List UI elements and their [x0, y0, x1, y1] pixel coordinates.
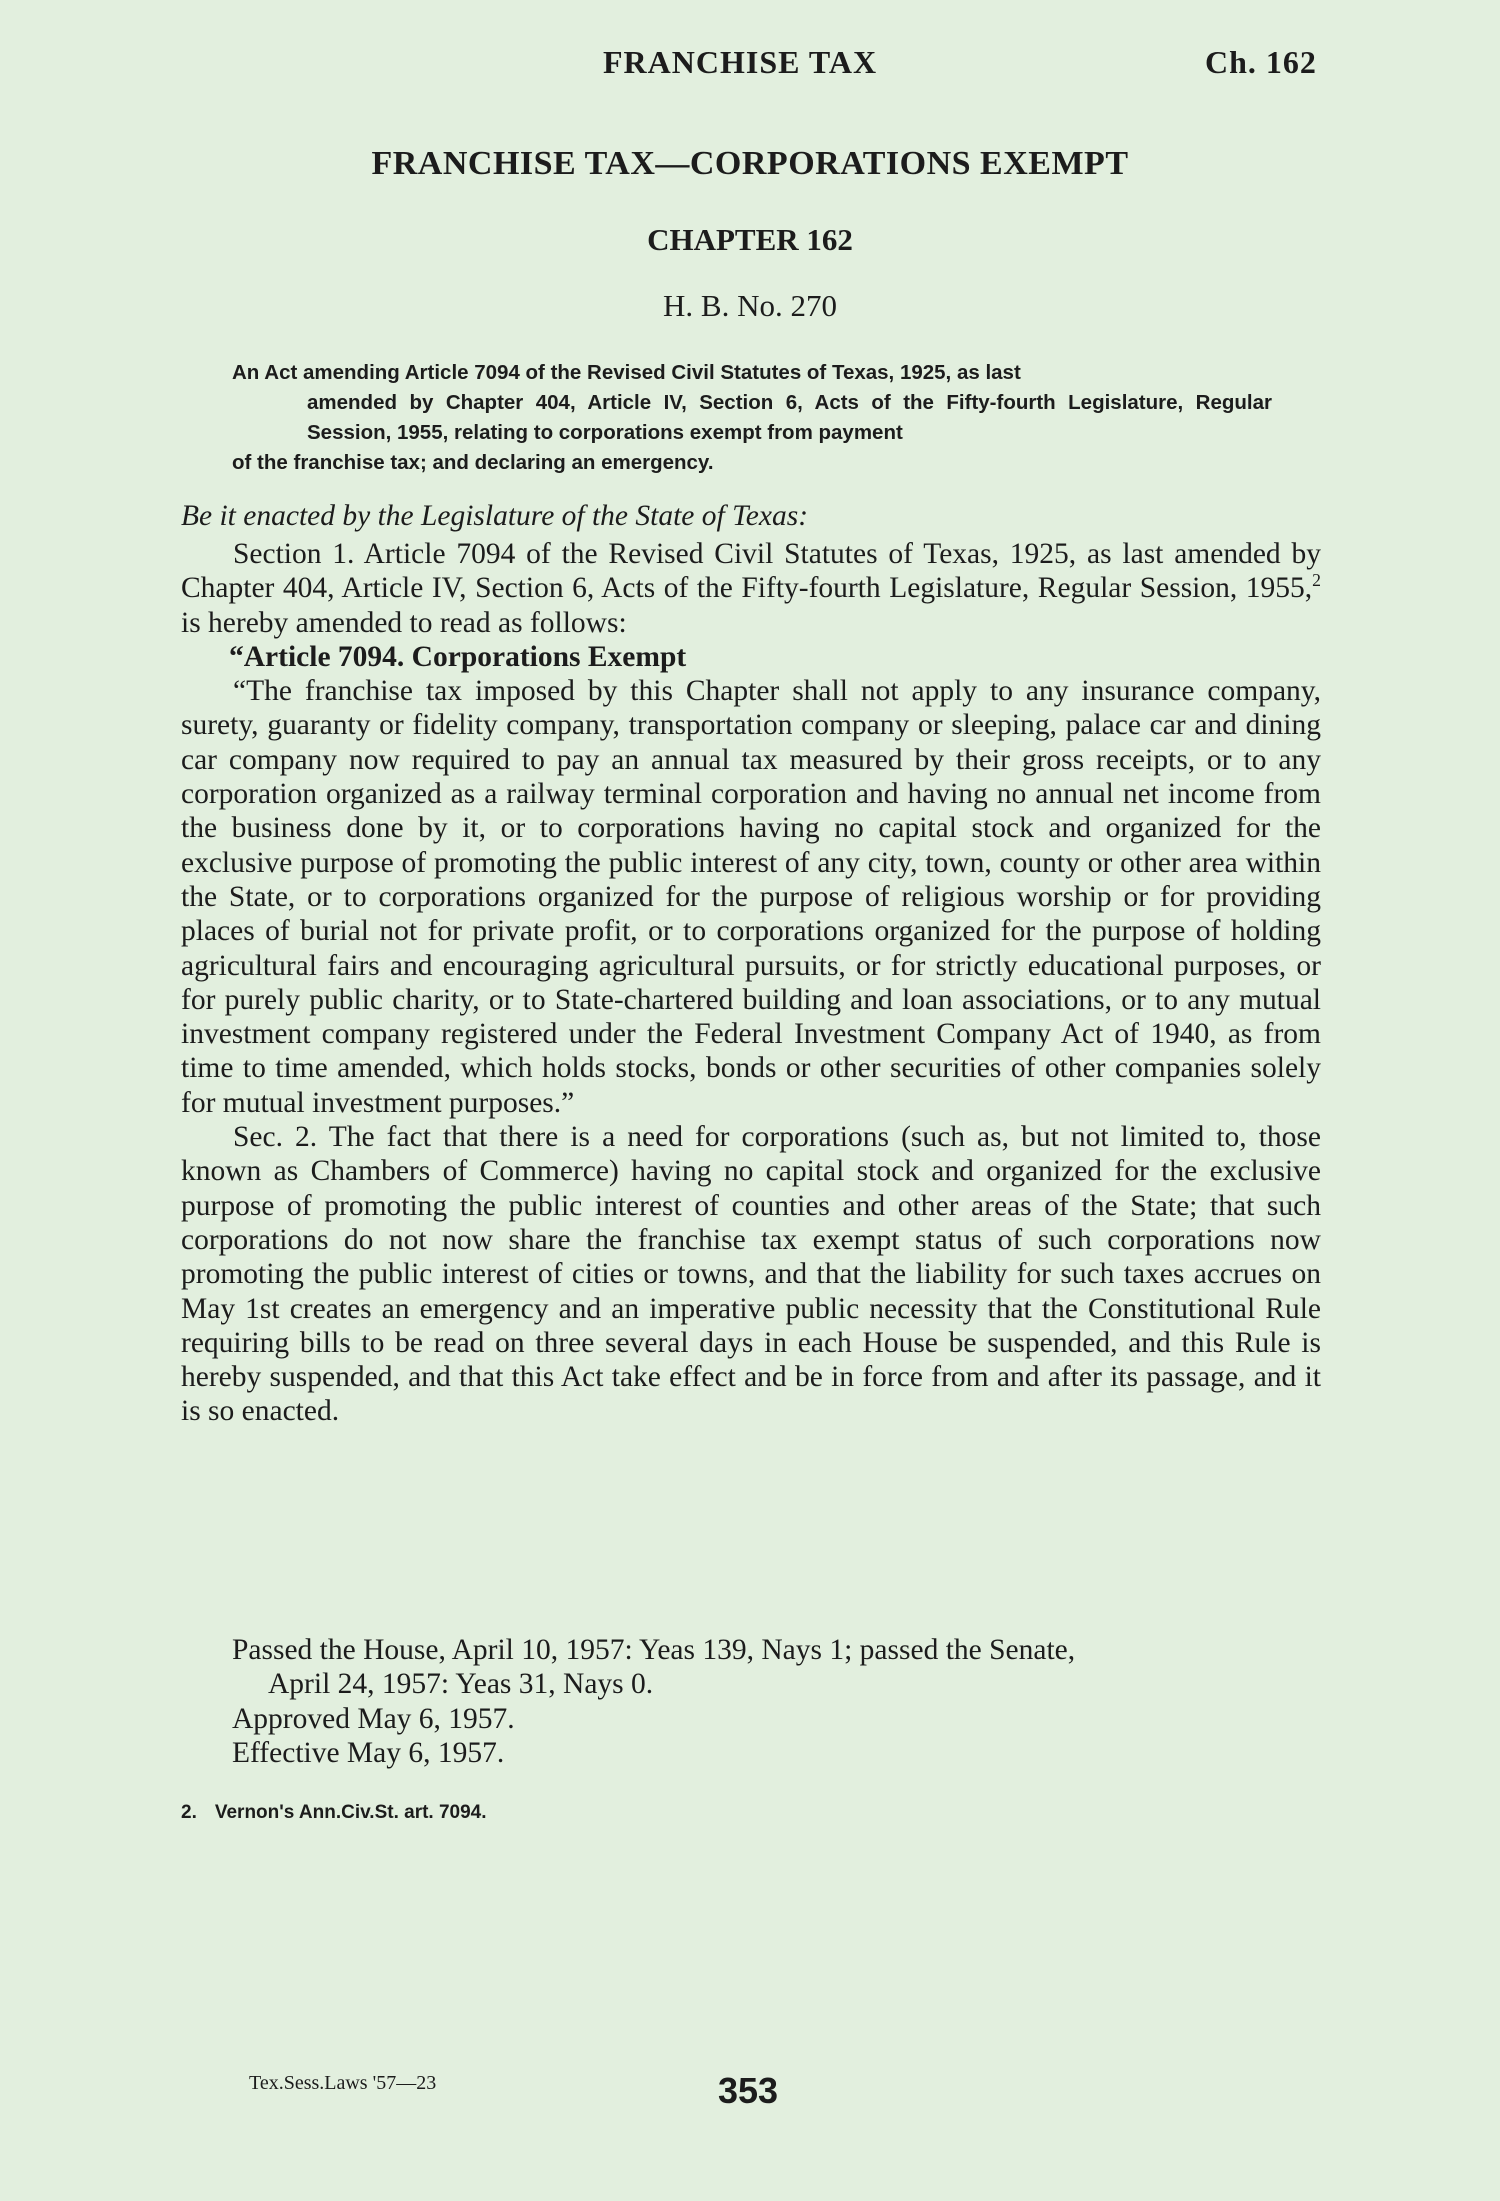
legislative-history — [232, 1633, 1075, 1770]
section-2: Sec. 2. The fact that there is a need for corporations (such as, but not limited to, those known as Chambers of Commerce) having no capital stock and organized for the exclusive purpose of promoting the public interest of counties and other areas of the State; that such corporations do not now share the franchise tax exempt status of such corporations now promoting the public interest of cities or towns, and that the liability for such taxes accrues on May 1st creates an emergency and an imperative public necessity that the Constitutional Rule requiring bills to be read on three several days in each House be suspended, and this Rule is hereby suspended, and that this Act take effect and be in force from and after its passage, and it is so enacted. — [181, 1121, 1321, 1428]
effective-date: Effective May 6, 1957. — [232, 1736, 505, 1769]
footnote-number: 2. — [181, 1802, 197, 1823]
chapter-heading: CHAPTER 162 — [647, 222, 853, 257]
footnote — [181, 1802, 487, 1824]
caption-body: amended by Chapter 404, Article IV, Section 6, Acts of the Fifty-fourth Legislature, Regular Session, 1955, relating to corporations exempt from payment — [307, 391, 1272, 444]
vote-line-1: Passed the House, April 10, 1957: Yeas 139, Nays 1; passed the Senate, — [232, 1634, 1076, 1666]
article-heading: “Article 7094. Corporations Exempt — [229, 640, 687, 673]
act-title: FRANCHISE TAX—CORPORATIONS EXEMPT — [371, 145, 1129, 182]
running-head-chapter: Ch. 162 — [1205, 44, 1317, 80]
caption-last: of the franchise tax; and declaring an emergency. — [232, 451, 714, 474]
running-head-title: FRANCHISE TAX — [603, 44, 878, 80]
vote-line-2: April 24, 1957: Yeas 31, Nays 0. — [268, 1668, 654, 1701]
section-1 — [181, 537, 1321, 640]
bill-number: H. B. No. 270 — [663, 288, 837, 323]
footnote-text: Vernon's Ann.Civ.St. art. 7094. — [214, 1802, 487, 1823]
act-body — [181, 537, 1321, 1429]
section-1-text: Section 1. Article 7094 of the Revised Civil Statutes of Texas, 1925, as last amended by Chapter 404, Article IV, Section 6, Acts of the Fifty-fourth Legislature, Regular Session, 1955, — [181, 538, 1321, 605]
act-caption — [232, 358, 1272, 478]
caption-line1: An Act amending Article 7094 of the Revised Civil Statutes of Texas, 1925, as last — [232, 361, 1021, 384]
page-number: 353 — [718, 2070, 779, 2111]
session-laws-ref: Tex.Sess.Laws '57—23 — [249, 2072, 437, 2094]
approved-date: Approved May 6, 1957. — [232, 1702, 515, 1735]
article-text: “The franchise tax imposed by this Chapter shall not apply to any insurance company, surety, guaranty or fidelity company, transportation company or sleeping, palace car and dining car company now required to pay an annual tax measured by their gross receipts, or to any corporation organized as a railway terminal corporation and having no annual net income from the business done by it, or to corporations having no capital stock and organized for the exclusive purpose of promoting the public interest of any city, town, county or other area within the State, or to corporations organized for the purpose of religious worship or for providing places of burial not for private profit, or to corporations organized for the purpose of holding agricultural fairs and encouraging agricultural pursuits, or for strictly educational purposes, or for purely public charity, or to State-chartered building and loan associations, or to any mutual investment company registered under the Federal Investment Company Act of 1940, as from time to time amended, which holds stocks, bonds or other securities of other companies solely for mutual investment purposes.” — [181, 675, 1321, 1119]
footnote-ref: 2 — [1312, 570, 1321, 591]
section-1-text-end: is hereby amended to read as follows: — [181, 606, 627, 639]
enacting-clause: Be it enacted by the Legislature of the State of Texas: — [181, 500, 809, 532]
